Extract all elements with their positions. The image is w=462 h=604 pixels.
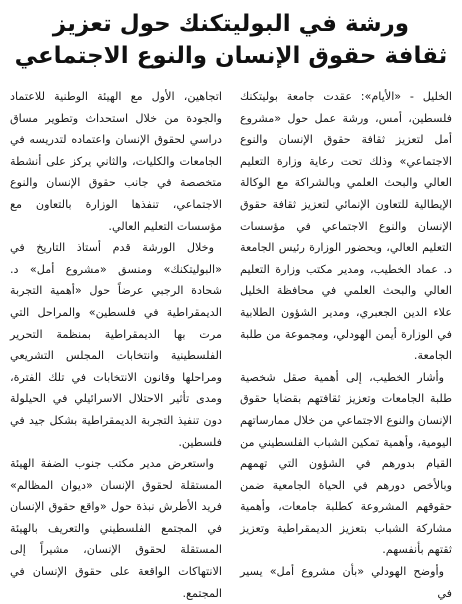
- right-column: [240, 86, 452, 604]
- paragraph: اتجاهين، الأول مع الهيئة الوطنية للاعتماد والجودة من خلال استحداث وتطوير مساق دراسي لحقوق الإنسان واعتماده لتدريسه في الجامعات والكليات، والثاني يركز على أنشطة متخصصة في جانب حقوق الإنسان والنوع الاجتماعي، تنفذها الوزارة بالتعاون مع مؤسسات التعليم العالي.: [10, 90, 222, 233]
- headline-line-1: ورشة في البوليتكنك حول تعزيز: [52, 11, 410, 37]
- article-headline: [10, 8, 452, 72]
- paragraph: واستعرض مدير مكتب جنوب الضفة الهيئة المستقلة لحقوق الإنسان «ديوان المظالم» فريد الأطرش نبذة حول «واقع حقوق الإنسان في المجتمع الفلسطيني والتعريف بالهيئة المستقلة لحقوق الإنسان، مشيراً إلى الانتهاكات الواقعة على حقوق الإنسان في المجتمع.: [10, 457, 222, 600]
- headline-line-2: ثقافة حقوق الإنسان والنوع الاجتماعي: [14, 43, 448, 69]
- paragraph: وأشار الخطيب، إلى أهمية صقل شخصية طلبة الجامعات وتعزيز ثقافتهم بقضايا حقوق الإنسان والنوع الاجتماعي من خلال ممارساتهم اليومية، وأهمية تمكين الشباب الفلسطيني من القيام بدورهم في الشؤون التي تهمهم وبالأخص دورهم في الحياة الجامعية ضمن حقوقهم المشروعة كطلبة جامعات، وأهمية مشاركة الشباب بتعزيز الديمقراطية وتعزيز ثقتهم بأنفسهم.: [240, 370, 452, 557]
- paragraph: الخليل - «الأيام»: عقدت جامعة بوليتكنك فلسطين، أمس، ورشة عمل حول «مشروع أمل لتعزيز ثقافة حقوق الإنسان والنوع الاجتماعي» وذلك تحت رعاية وزارة التعليم العالي والبحث العلمي وبالشراكة مع الوكالة الإيطالية للتعاون الإنمائي لتعزيز ثقافة حقوق الإنسان والنوع الاجتماعي في مؤسسات التعليم العالي، وبحضور الوزارة رئيس الجامعة د. عماد الخطيب، ومدير مكتب وزارة التعليم العالي والبحث العلمي في محافظة الخليل علاء الدين الجعبري، ومدير الشؤون الطلابية في الوزارة أيمن الهودلي، ومجموعة من طلبة الجامعة.: [240, 90, 452, 363]
- article-body: [10, 86, 452, 604]
- paragraph: وخلال الورشة قدم أستاذ التاريخ في «البوليتكنك» ومنسق «مشروع أمل» د. شحادة الرجبي عرضاً حول «أهمية التجربة الديمقراطية في فلسطين» والمراحل التي مرت بها الديمقراطية بمنظمة التحرير الفلسطينية وانتخابات المجلس التشريعي ومراحلها وقانون الانتخابات في تلك الفترة، ومدى تأثير الاحتلال الاسرائيلي في الحيلولة دون تنفيذ التجربة الديمقراطية بشكل جيد في فلسطين.: [10, 241, 222, 449]
- paragraph: وأوضح الهودلي «بأن مشروع أمل» يسير في: [240, 565, 452, 600]
- left-column: [10, 86, 222, 604]
